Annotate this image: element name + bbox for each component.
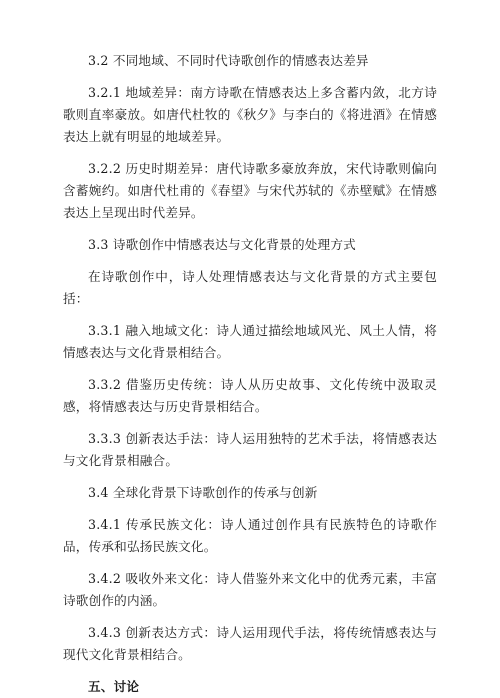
paragraph-3-2-2: 3.2.2 历史时期差异：唐代诗歌多豪放奔放，宋代诗歌则偏向含蓄婉约。如唐代杜甫的《春望》与宋代苏轼的《赤壁赋》在情感表达上呈现出时代差异。 xyxy=(63,161,437,220)
paragraph-3-4-2: 3.4.2 吸收外来文化：诗人借鉴外来文化中的优秀元素，丰富诗歌创作的内涵。 xyxy=(63,571,437,608)
section-heading-3-2: 3.2 不同地域、不同时代诗歌创作的情感表达差异 xyxy=(88,53,369,68)
paragraph-3-4-1: 3.4.1 传承民族文化：诗人通过创作具有民族特色的诗歌作品，传承和弘扬民族文化。 xyxy=(63,517,437,554)
section-heading-3-4: 3.4 全球化背景下诗歌创作的传承与创新 xyxy=(88,485,318,500)
paragraph-3-3-1: 3.3.1 融入地域文化：诗人通过描绘地域风光、风土人情，将情感表达与文化背景相结合。 xyxy=(63,323,437,360)
paragraph-3-4-3: 3.4.3 创新表达方式：诗人运用现代手法，将传统情感表达与现代文化背景相结合。 xyxy=(63,625,437,662)
chapter-heading-discussion: 五、讨论 xyxy=(88,679,140,694)
paragraph-3-3-intro: 在诗歌创作中，诗人处理情感表达与文化背景的方式主要包括： xyxy=(63,269,437,306)
section-heading-3-3: 3.3 诗歌创作中情感表达与文化背景的处理方式 xyxy=(88,237,356,252)
paragraph-3-3-2: 3.3.2 借鉴历史传统：诗人从历史故事、文化传统中汲取灵感，将情感表达与历史背景相结合。 xyxy=(63,377,437,414)
paragraph-3-3-3: 3.3.3 创新表达手法：诗人运用独特的艺术手法，将情感表达与文化背景相融合。 xyxy=(63,431,437,468)
paragraph-3-2-1: 3.2.1 地域差异：南方诗歌在情感表达上多含蓄内敛，北方诗歌则直率豪放。如唐代杜牧的《秋夕》与李白的《将进酒》在情感表达上就有明显的地域差异。 xyxy=(63,85,437,144)
